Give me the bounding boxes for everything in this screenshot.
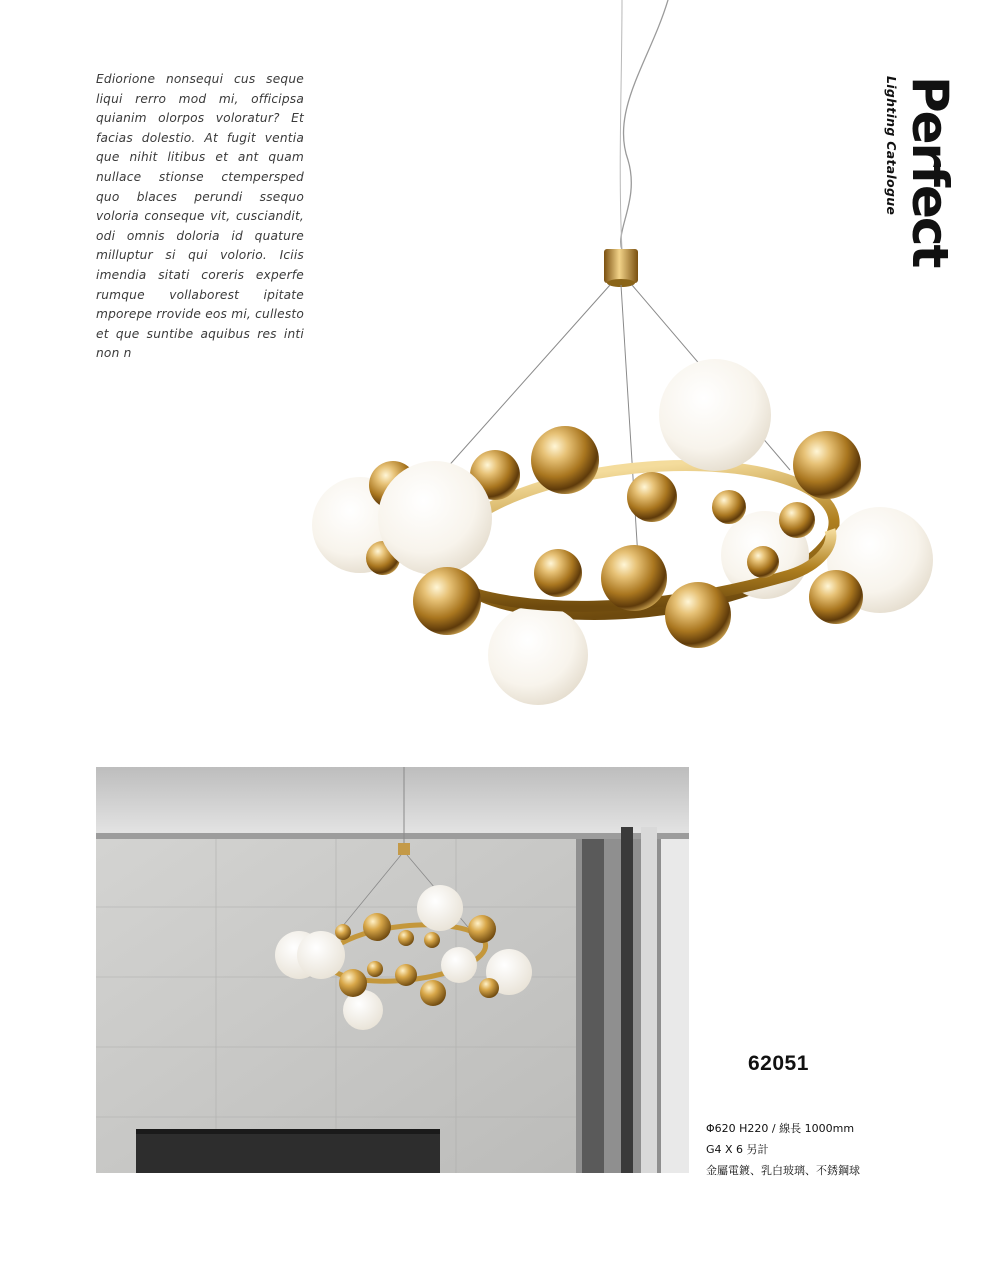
gold-ball — [534, 549, 582, 597]
hanging-cable — [621, 0, 668, 250]
gold-ball — [665, 582, 731, 648]
room-scene-image — [96, 767, 689, 1173]
spec-line: Φ620 H220 / 線長 1000mm — [706, 1122, 855, 1135]
gold-ball — [601, 545, 667, 611]
gold-ball — [747, 546, 779, 578]
gold-ball — [712, 490, 746, 524]
glass-globe — [378, 461, 492, 575]
gold-ball — [627, 472, 677, 522]
canopy — [604, 249, 638, 283]
brand-title: Perfect — [901, 76, 959, 267]
spec-line: 金屬電鍍、乳白玻璃、不銹鋼球 — [706, 1164, 860, 1177]
gold-ball — [793, 431, 861, 499]
spec-list — [706, 1118, 860, 1181]
model-number: 62051 — [748, 1052, 809, 1075]
gold-ball — [413, 567, 481, 635]
intro-paragraph: Ediorione nonsequi cus seque liqui rerro mod mi, officipsa quianim olorpos voloratur? Et facias dolestio. At fugit ventia que nihit litibus et ant quam nullace stionse ctempersped quo blaces perundi ssequo voloria conseque vit, cusciandit, odi omnis doloria id quature milluptur si qui volorio. Iciis imendia sitati coreris experfe rumque vollaborest ipitate mporepe rrovide eos mi, cullesto et que suntibe aquibus res inti non n — [96, 72, 304, 361]
glass-globe — [659, 359, 771, 471]
spec-line: G4 X 6 另計 — [706, 1143, 769, 1156]
gold-ball — [531, 426, 599, 494]
gold-ball — [809, 570, 863, 624]
gold-ball — [779, 502, 815, 538]
brand-subtitle: Lighting Catalogue — [884, 76, 899, 216]
hero-chandelier-image — [300, 0, 940, 720]
glass-globe — [488, 605, 588, 705]
